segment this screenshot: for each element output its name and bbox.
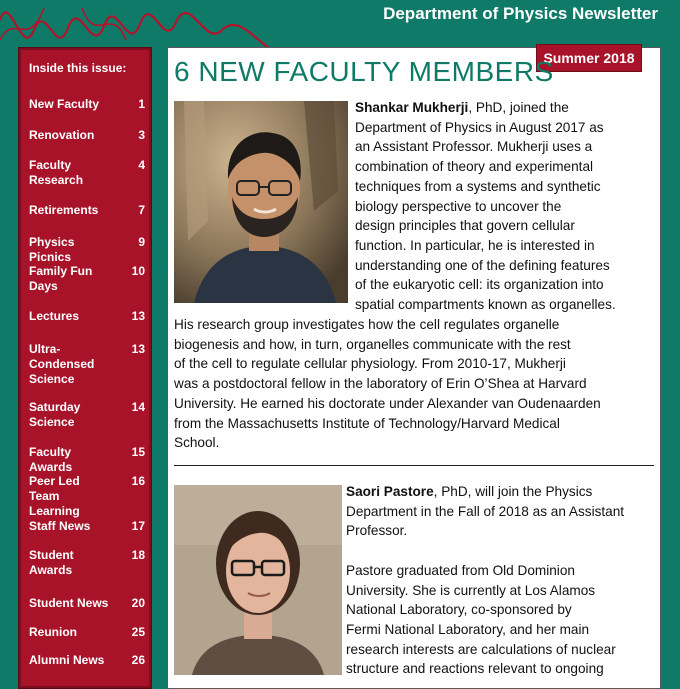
article-line: His research group investigates how the cell regulates organelle (174, 317, 560, 332)
toc-item-page: 15 (131, 445, 145, 459)
article-line: combination of theory and experimental (355, 159, 594, 175)
toc-item-page: 4 (138, 158, 145, 172)
article-line: was a postdoctoral fellow in the laboratory of Erin O’Shea at Harvard (174, 376, 587, 392)
article-line: School. (174, 435, 220, 451)
article-divider (174, 465, 654, 466)
toc-item-page: 7 (138, 203, 145, 217)
faculty-name: Saori Pastore (346, 484, 434, 499)
toc-item-page: 16 (131, 474, 145, 488)
faculty-name: Shankar Mukherji (355, 100, 469, 115)
toc-item-label: Retirements (29, 203, 99, 217)
article-line: University. She is currently at Los Alamos (346, 582, 596, 598)
sidebar-toc (18, 47, 152, 689)
toc-item-page: 10 (131, 264, 145, 278)
toc-item-label: Student Awards (29, 548, 74, 577)
toc-item-page: 14 (131, 400, 145, 414)
article-line: from the Massachusetts Institute of Technology/Harvard Medical (174, 415, 560, 431)
issue-badge: Summer 2018 (536, 44, 642, 72)
article-line: biogenesis and how, in turn, organelles communicate with the rest (174, 336, 571, 352)
faculty-photo-mukherji (174, 101, 348, 303)
article-line: an Assistant Professor. Mukherji uses a (355, 139, 593, 155)
sidebar-heading: Inside this issue: (29, 61, 127, 75)
toc-item-label: Student News (29, 596, 109, 610)
toc-item-label: Physics Picnics (29, 235, 75, 264)
toc-item-label: Alumni News (29, 653, 105, 667)
article-line: , PhD, joined the (468, 100, 569, 115)
toc-item-label: Family Fun Days (29, 264, 93, 293)
toc-item-label: New Faculty (29, 97, 100, 111)
toc-item-page: 13 (131, 309, 145, 323)
toc-item-label: Lectures (29, 309, 80, 323)
article-line: spatial compartments known as organelles. (355, 297, 616, 313)
toc-item-label: Renovation (29, 128, 95, 142)
article-mukherji-body (174, 315, 658, 453)
toc-item-label: Staff News (29, 519, 91, 533)
toc-item-page: 17 (131, 519, 145, 533)
faculty-photo-pastore (174, 485, 342, 675)
toc-item-label: Faculty Awards (29, 445, 73, 474)
article-line: Professor. (346, 523, 408, 539)
toc-item-page: 20 (131, 596, 145, 610)
article-line: Fermi National Laboratory, and her main (346, 621, 590, 637)
toc-item-page: 9 (138, 235, 145, 249)
newsletter-title: Department of Physics Newsletter (383, 4, 658, 23)
toc-item-label: Faculty Research (29, 158, 84, 187)
article-line: of the cell to regulate cellular physiology. From 2010-17, Mukherji (174, 356, 566, 372)
toc-item-label: Saturday Science (29, 400, 81, 429)
toc-item-page: 13 (131, 342, 145, 356)
article-line: University. He earned his doctorate under Alexander van Oudenaarden (174, 395, 601, 411)
article-mukherji-intro (355, 98, 655, 315)
article-line: , PhD, will join the Physics (433, 484, 593, 499)
toc-item-page: 1 (138, 97, 145, 111)
article-line: National Laboratory, co-sponsored by (346, 602, 572, 618)
article-line: understanding one of the defining features (355, 257, 610, 273)
toc-item-page: 18 (131, 548, 145, 562)
article-line: of the eukaryotic cell: its organization into (355, 277, 604, 293)
article-line: techniques from a systems and synthetic (355, 178, 601, 194)
article-line: Department of Physics in August 2017 as (355, 119, 604, 135)
toc-item-page: 25 (131, 625, 145, 639)
article-line: structure and reactions relevant to ongoing (346, 661, 604, 677)
toc-item-label: Ultra-Condensed Science (29, 342, 95, 386)
article-line: biology perspective to uncover the (355, 198, 562, 214)
article-pastore (346, 482, 656, 679)
article-line: Pastore graduated from Old Dominion (346, 562, 575, 578)
article-line: Department in the Fall of 2018 as an Assistant (346, 503, 625, 519)
toc-item-label: Peer Led Team Learning (29, 474, 80, 518)
toc-item-page: 3 (138, 128, 145, 142)
main-content (167, 47, 661, 689)
toc-item-page: 26 (131, 653, 145, 667)
article-line: research interests are calculations of nuclear (346, 641, 616, 657)
article-line: design principles that govern cellular (355, 218, 575, 234)
page-headline: 6 NEW FACULTY MEMBERS (174, 56, 554, 87)
toc-item-label: Reunion (29, 625, 77, 639)
article-line: function. In particular, he is interested in (355, 237, 595, 253)
